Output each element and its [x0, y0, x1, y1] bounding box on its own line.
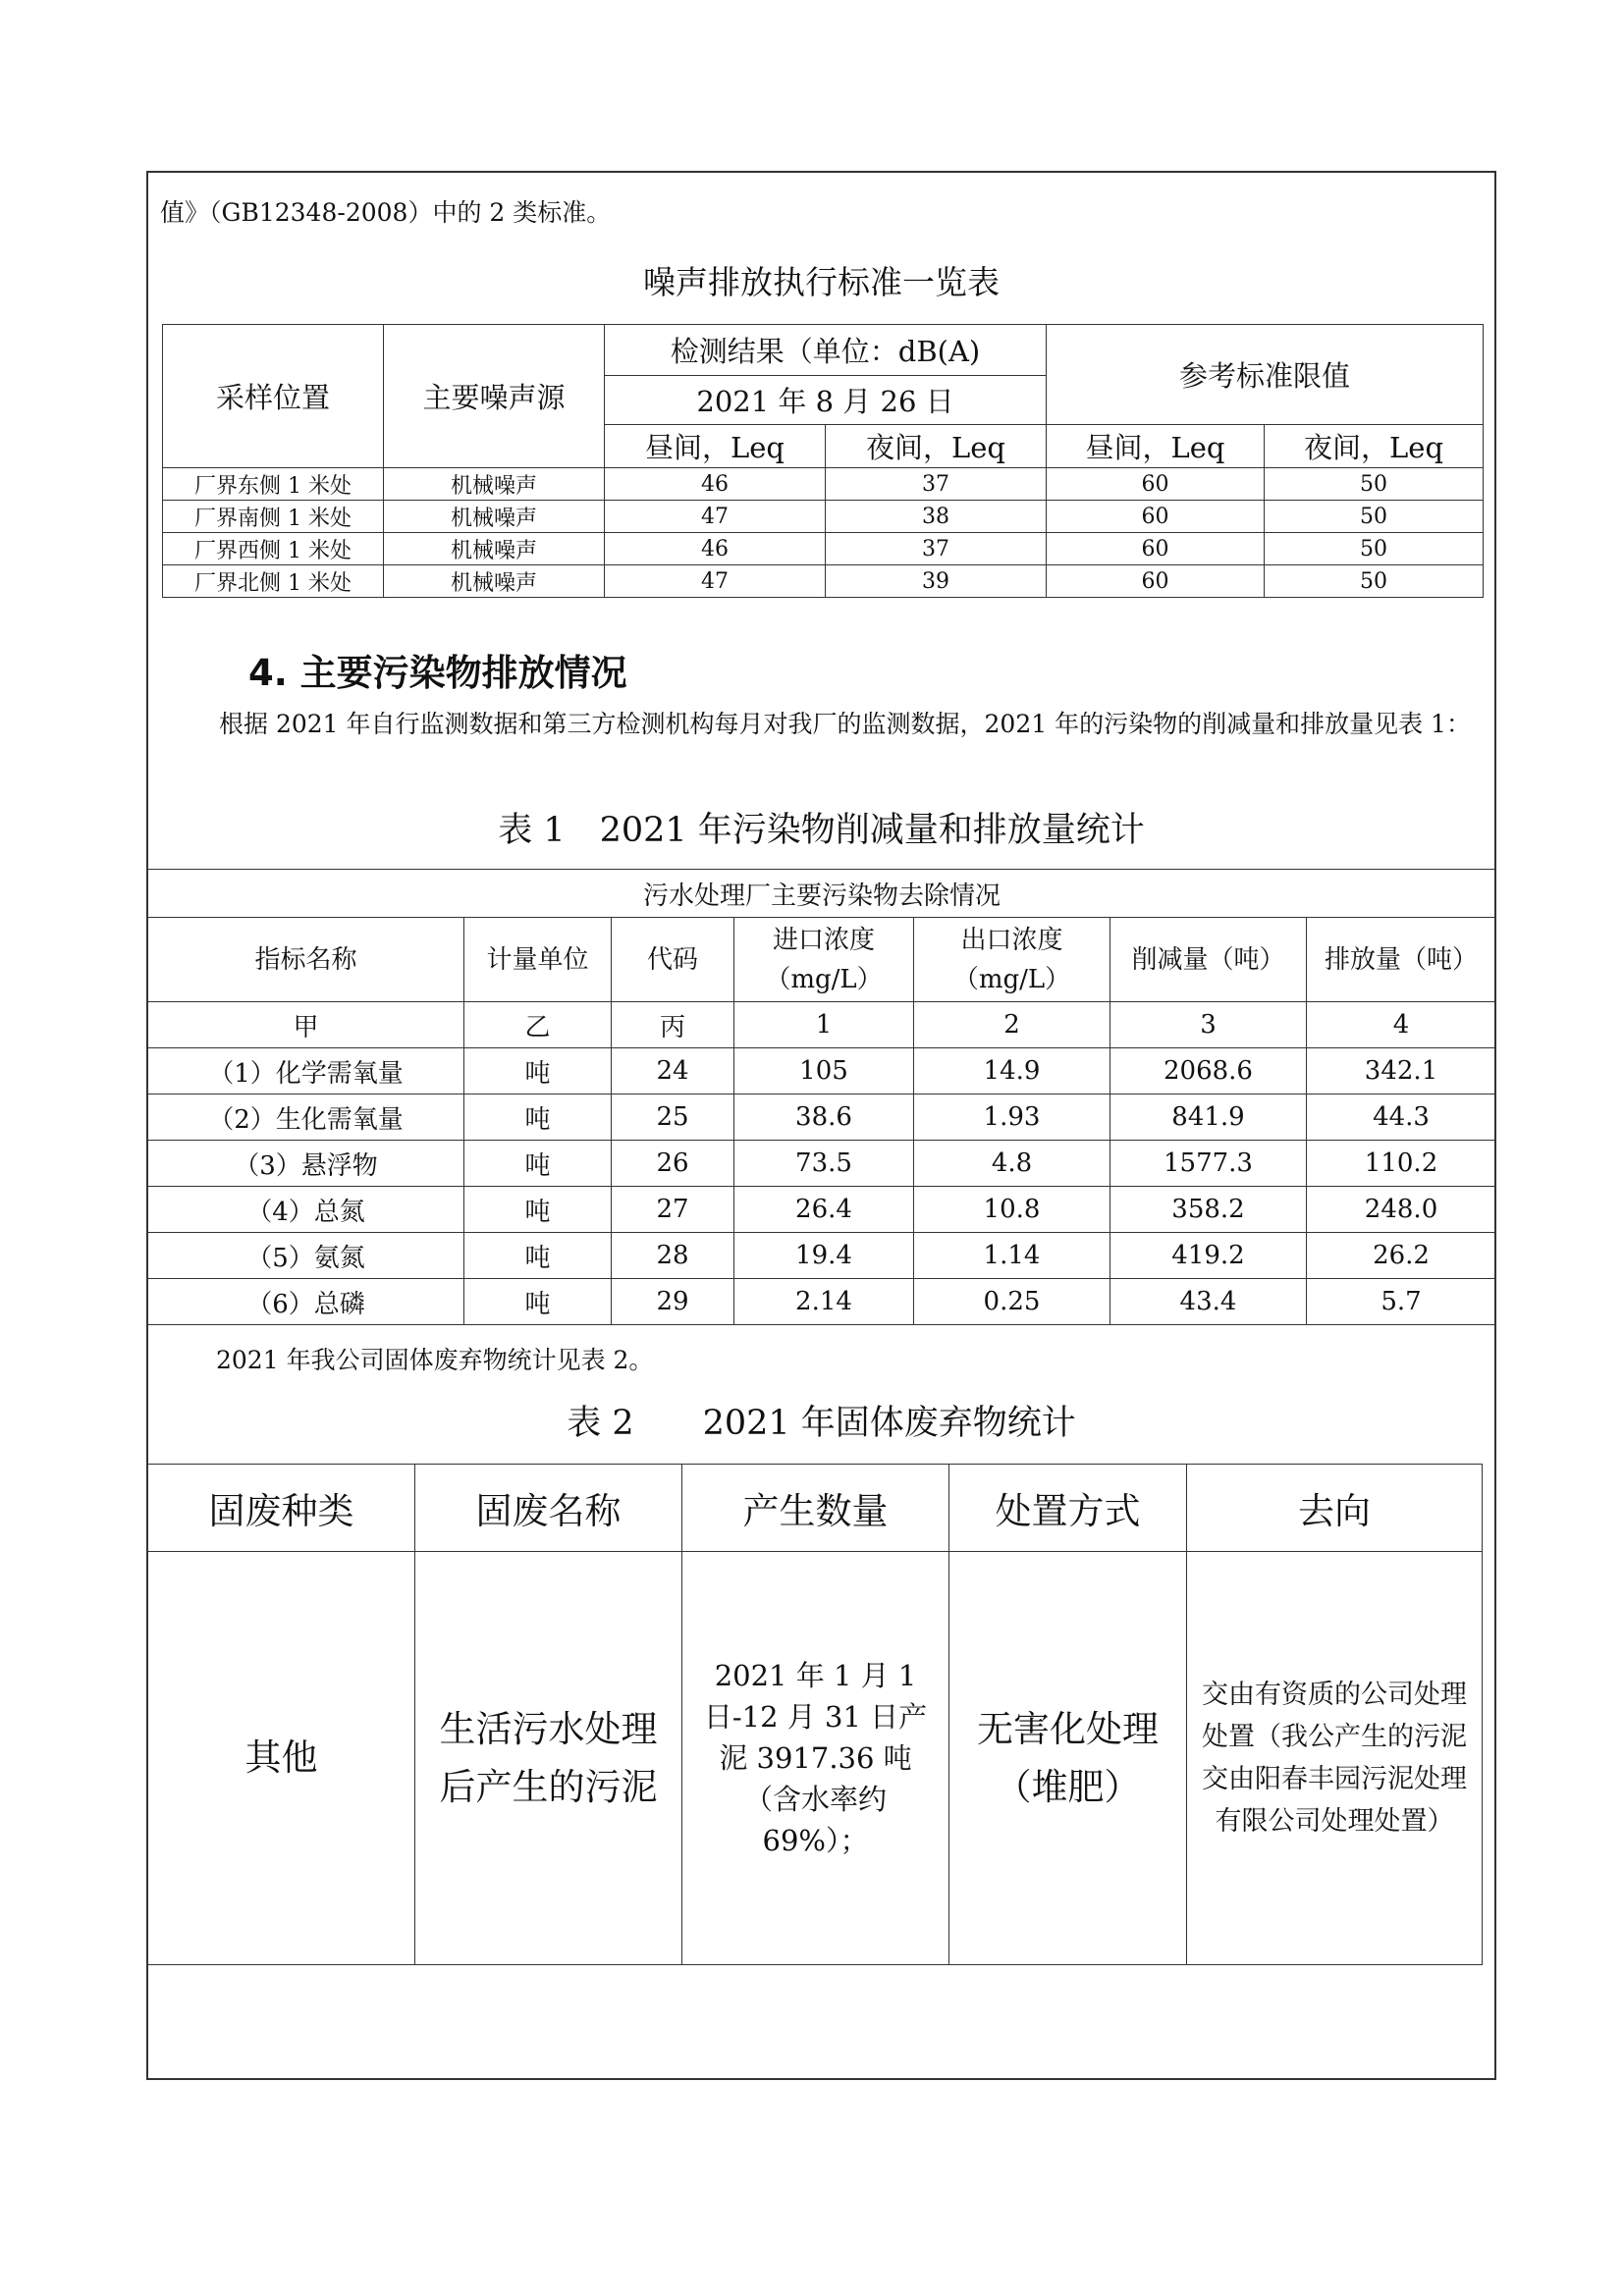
cell-ref-day: 60 [1047, 565, 1265, 598]
cell-waste-name: 生活污水处理后产生的污泥 [415, 1552, 682, 1965]
waste-note: 2021 年我公司固体废弃物统计见表 2。 [216, 1346, 654, 1374]
cell-inlet: 26.4 [734, 1187, 914, 1233]
index-outlet: 2 [914, 1002, 1110, 1048]
cell-name: （4）总氮 [148, 1187, 464, 1233]
cell-day: 46 [605, 468, 826, 501]
cell-inlet: 105 [734, 1048, 914, 1095]
cell-disposal-line2: （堆肥） [995, 1766, 1141, 1808]
section-heading: 4. 主要污染物排放情况 [248, 652, 627, 694]
cell-unit: 吨 [464, 1233, 612, 1279]
cell-destination: 交由有资质的公司处理处置（我公产生的污泥交由阳春丰园污泥处理有限公司处理处置） [1187, 1552, 1483, 1965]
cell-code: 28 [612, 1233, 734, 1279]
table2-title: 表 2 2021 年固体废弃物统计 [567, 1404, 1076, 1443]
cell-location: 厂界东侧 1 米处 [163, 468, 384, 501]
cell-outlet: 1.14 [914, 1233, 1110, 1279]
index-row [148, 1002, 1496, 1048]
cell-unit: 吨 [464, 1279, 612, 1325]
header-result: 检测结果（单位：dB(A) [605, 325, 1047, 376]
cell-ref-night: 50 [1265, 468, 1484, 501]
cell-category: 其他 [148, 1552, 415, 1965]
header-unit: 计量单位 [464, 918, 612, 1002]
noise-table [162, 324, 1484, 598]
cell-code: 25 [612, 1095, 734, 1141]
header-inlet-line1: 进口浓度 [772, 925, 875, 955]
table-row [148, 1141, 1496, 1187]
cell-ref-day: 60 [1047, 533, 1265, 565]
cell-code: 29 [612, 1279, 734, 1325]
cell-unit: 吨 [464, 1141, 612, 1187]
table-row [148, 1233, 1496, 1279]
cell-outlet: 14.9 [914, 1048, 1110, 1095]
header-category: 固废种类 [148, 1465, 415, 1552]
header-disposal: 处置方式 [949, 1465, 1187, 1552]
cell-emission: 5.7 [1307, 1279, 1496, 1325]
cell-night: 37 [826, 468, 1047, 501]
cell-inlet: 38.6 [734, 1095, 914, 1141]
cell-outlet: 0.25 [914, 1279, 1110, 1325]
cell-night: 39 [826, 565, 1047, 598]
cell-disposal [949, 1552, 1187, 1965]
cell-name: （3）悬浮物 [148, 1141, 464, 1187]
cell-inlet: 2.14 [734, 1279, 914, 1325]
cell-emission: 26.2 [1307, 1233, 1496, 1279]
section-paragraph: 根据 2021 年自行监测数据和第三方检测机构每月对我厂的监测数据，2021 年的污染物的削减量和排放量见表 1： [219, 710, 1471, 738]
header-emission: 排放量（吨） [1307, 918, 1496, 1002]
table-row [148, 1048, 1496, 1095]
cell-code: 27 [612, 1187, 734, 1233]
cell-outlet: 4.8 [914, 1141, 1110, 1187]
header-inlet [734, 918, 914, 1002]
header-ref-day: 昼间，Leq [1047, 425, 1265, 468]
cell-ref-day: 60 [1047, 501, 1265, 533]
cell-name: （6）总磷 [148, 1279, 464, 1325]
cell-emission: 342.1 [1307, 1048, 1496, 1095]
table-row [148, 1279, 1496, 1325]
cell-day: 46 [605, 533, 826, 565]
header-name: 指标名称 [148, 918, 464, 1002]
pollutant-table [147, 869, 1496, 1325]
table-row [148, 1187, 1496, 1233]
cell-reduction: 43.4 [1110, 1279, 1307, 1325]
cell-reduction: 419.2 [1110, 1233, 1307, 1279]
header-code: 代码 [612, 918, 734, 1002]
cell-unit: 吨 [464, 1095, 612, 1141]
header-ref-night: 夜间，Leq [1265, 425, 1484, 468]
header-night: 夜间，Leq [826, 425, 1047, 468]
cell-source: 机械噪声 [384, 565, 605, 598]
header-reduction: 削减量（吨） [1110, 918, 1307, 1002]
cell-quantity: 2021 年 1 月 1 日-12 月 31 日产泥 3917.36 吨（含水率约 69%）； [682, 1552, 949, 1965]
header-waste-name: 固废名称 [415, 1465, 682, 1552]
header-outlet-line2: （mg/L） [952, 964, 1071, 994]
cell-reduction: 358.2 [1110, 1187, 1307, 1233]
header-destination: 去向 [1187, 1465, 1483, 1552]
cell-unit: 吨 [464, 1187, 612, 1233]
cell-ref-night: 50 [1265, 533, 1484, 565]
cell-inlet: 73.5 [734, 1141, 914, 1187]
header-day: 昼间，Leq [605, 425, 826, 468]
cell-source: 机械噪声 [384, 533, 605, 565]
cell-reduction: 1577.3 [1110, 1141, 1307, 1187]
cell-day: 47 [605, 501, 826, 533]
index-reduction: 3 [1110, 1002, 1307, 1048]
cell-ref-night: 50 [1265, 565, 1484, 598]
table-row [163, 501, 1484, 533]
cell-disposal-line1: 无害化处理 [977, 1707, 1159, 1750]
table-row [148, 1095, 1496, 1141]
header-outlet-line1: 出口浓度 [960, 925, 1063, 955]
table-row [163, 565, 1484, 598]
cell-outlet: 1.93 [914, 1095, 1110, 1141]
cell-location: 厂界北侧 1 米处 [163, 565, 384, 598]
cell-night: 38 [826, 501, 1047, 533]
cell-emission: 110.2 [1307, 1141, 1496, 1187]
waste-table [147, 1464, 1483, 1965]
cell-reduction: 2068.6 [1110, 1048, 1307, 1095]
cell-name: （5）氨氮 [148, 1233, 464, 1279]
cell-emission: 248.0 [1307, 1187, 1496, 1233]
table-caption: 污水处理厂主要污染物去除情况 [148, 870, 1496, 918]
cell-name: （2）生化需氧量 [148, 1095, 464, 1141]
cell-location: 厂界西侧 1 米处 [163, 533, 384, 565]
cell-day: 47 [605, 565, 826, 598]
cell-source: 机械噪声 [384, 501, 605, 533]
header-quantity: 产生数量 [682, 1465, 949, 1552]
cell-source: 机械噪声 [384, 468, 605, 501]
index-inlet: 1 [734, 1002, 914, 1048]
header-inlet-line2: （mg/L） [765, 964, 883, 994]
cell-emission: 44.3 [1307, 1095, 1496, 1141]
header-source: 主要噪声源 [384, 325, 605, 468]
cell-night: 37 [826, 533, 1047, 565]
table-row [148, 1552, 1483, 1965]
cell-reduction: 841.9 [1110, 1095, 1307, 1141]
intro-line: 值》（GB12348-2008）中的 2 类标准。 [160, 198, 612, 227]
cell-code: 24 [612, 1048, 734, 1095]
cell-inlet: 19.4 [734, 1233, 914, 1279]
index-code: 丙 [612, 1002, 734, 1048]
cell-code: 26 [612, 1141, 734, 1187]
cell-location: 厂界南侧 1 米处 [163, 501, 384, 533]
header-date: 2021 年 8 月 26 日 [605, 376, 1047, 425]
cell-ref-day: 60 [1047, 468, 1265, 501]
cell-ref-night: 50 [1265, 501, 1484, 533]
header-outlet [914, 918, 1110, 1002]
noise-table-title: 噪声排放执行标准一览表 [643, 263, 1000, 301]
table-row [163, 468, 1484, 501]
cell-unit: 吨 [464, 1048, 612, 1095]
cell-outlet: 10.8 [914, 1187, 1110, 1233]
table1-title: 表 1 2021 年污染物削减量和排放量统计 [498, 811, 1145, 850]
header-location: 采样位置 [163, 325, 384, 468]
index-name: 甲 [148, 1002, 464, 1048]
table-row [163, 533, 1484, 565]
cell-name: （1）化学需氧量 [148, 1048, 464, 1095]
index-emission: 4 [1307, 1002, 1496, 1048]
index-unit: 乙 [464, 1002, 612, 1048]
header-reference: 参考标准限值 [1047, 325, 1484, 425]
